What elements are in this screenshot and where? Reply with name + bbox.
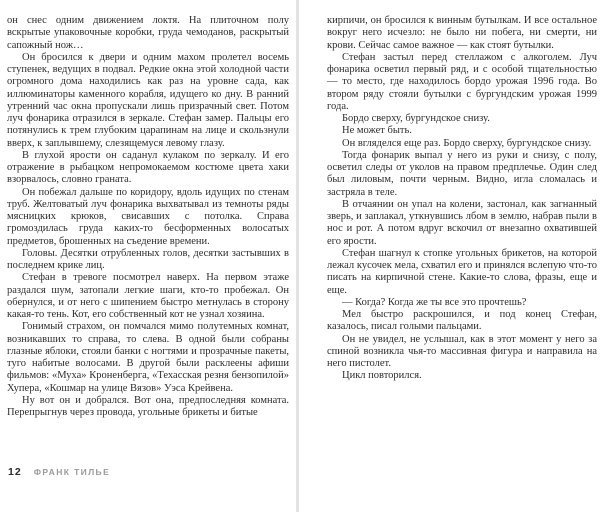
running-title-author: ФРАНК ТИЛЬЕ [33, 467, 111, 477]
paragraph: Мел быстро раскрошился, и под конец Стефан, казалось, писал голыми пальцами. [327, 309, 597, 333]
paragraph: Гонимый страхом, он помчался мимо полутемных комнат, возникавших то справа, то слева. В одной были собраны глазные яблоки, стояли банки с ногтями и прозрачные пакеты, туго набитые волосами. В другой были расклеены афиши фильмов: «Муха» Кроненберга, «Техасская резня бензопилой» Хупера, «Кошмар на улице Вязов» Уэса Крейвена. [7, 321, 289, 394]
paragraph: он снес одним движением локтя. На плиточном полу вскрытые упаковочные коробки, груда чемоданов, раскрытый сапожный нож… [7, 15, 289, 51]
paragraph: Стефан шагнул к стопке угольных брикетов, на которой лежал кусочек мела, схватил его и принялся вслепую что-то писать на кирпичной стене. Какие-то слова, фразы, еще и еще. [327, 247, 597, 296]
page-number: 12 [8, 466, 22, 478]
paragraph: Не может быть. [342, 125, 412, 137]
paragraph: В глухой ярости он саданул кулаком по зеркалу. И его отражение в рыбацком непромокаемом костюме цвета хаки взорвалось, словно граната. [7, 149, 289, 186]
page-footer [8, 466, 110, 478]
paragraph: кирпичи, он бросился к винным бутылкам. И все остальное вокруг него исчезло: не было ни побега, ни смерти, ни крови. Сейчас самое важное — как стоят бутылки. [327, 15, 597, 51]
paragraph: Он побежал дальше по коридору, вдоль идущих по стенам труб. Желтоватый луч фонарика выхватывал из темноты ряды мясницких крюков, свисавших с потолка. Справа громоздилась груда каких-то бесформенных волосатых предметов, брошенных на съедение времени. [7, 186, 289, 247]
right-page [299, 0, 600, 512]
paragraph: Стефан застыл перед стеллажом с алкоголем. Луч фонарика осветил первый ряд, и с особой тщательностью — то место, где находилось бордо урожая 1996 года. Во втором ряду стояли бутылки с бургундским урожая 1999 года. [327, 51, 597, 112]
paragraph: — Когда? Когда же ты все это прочтешь? [342, 296, 527, 308]
paragraph: Цикл повторился. [342, 370, 422, 382]
paragraph: Он не увидел, не услышал, как в этот момент у него за спиной возникла чья-то массивная фигура и направила на него пистолет. [327, 333, 597, 369]
paragraph: В отчаянии он упал на колени, застонал, как загнанный зверь, и заплакал, уткнувшись лбом в землю, набрав пыли в нос и рот. А потом вдруг вскочил от внезапно охватившей его ярости. [327, 198, 597, 247]
paragraph: Бордо сверху, бургундское снизу. [342, 113, 490, 124]
left-page [0, 0, 296, 512]
paragraph: Тогда фонарик выпал у него из руки и снизу, с полу, осветил следы от уколов на правом предплечье. Один след был лиловым, почти черным. Видно, игла сломалась и застряла в теле. [327, 149, 597, 198]
paragraph: Он бросился к двери и одним махом пролетел восемь ступенек, ведущих в подвал. Редкие окна этой холодной части огромного дома находились как раз на уровне сада, как иллюминаторы каменного корабля, идущего ко дну. В ранний утренний час окна пропускали лишь призрачный свет. Потом луч фонарика отразился в зеркале. Стефан замер. Пальцы его потянулись к трем глубоким царапинам на лице и скользнули вверх, к заплывшему, слезящемуся левому глазу. [7, 51, 289, 149]
paragraph: Головы. Десятки отрубленных голов, десятки застывших в последнем крике лиц. [7, 247, 289, 271]
paragraph: Стефан в тревоге посмотрел наверх. На первом этаже раздался шум, затопали легкие шаги, кто-то пробежал. Он обернулся, и от него с шипением быстро метнулась в сторону какая-то тень. Кот, его собственный кот не узнал хозяина. [7, 272, 289, 320]
paragraph: Ну вот он и добрался. Вот она, предпоследняя комната. Перепрыгнув через провода, угольные брикеты и битые [7, 394, 289, 418]
paragraph: Он вгляделся еще раз. Бордо сверху, бургундское снизу. [342, 137, 592, 149]
